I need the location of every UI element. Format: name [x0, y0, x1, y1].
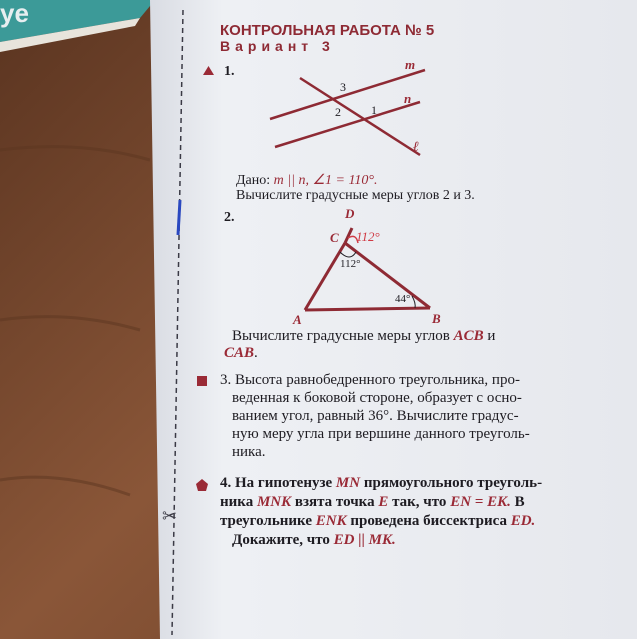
task4-l2-a: ника	[220, 494, 254, 510]
given-prefix: Дано:	[236, 173, 271, 188]
task4-line-1	[220, 475, 542, 492]
task3-line-3: ванием угол, равный 36°. Вычислите градус-	[232, 408, 519, 424]
task4-l3-c: проведена биссектриса	[350, 513, 507, 529]
scissors-icon: ✂	[162, 506, 178, 526]
angle-ACB: ACB	[453, 328, 484, 344]
task4-MNK: MNK	[256, 494, 292, 510]
angle-3-label: 3	[340, 80, 346, 94]
blue-pen-mark	[178, 200, 180, 235]
task3-marker-square	[197, 376, 207, 386]
angle-1-label: 1	[371, 103, 377, 117]
task4-MN: MN	[335, 475, 361, 491]
task3-line-2: веденная к боковой стороне, образует с осно-	[232, 390, 522, 406]
task2-number: 2.	[224, 210, 235, 225]
task3-line-1: 3. Высота равнобедренного треугольника, про-	[220, 372, 520, 388]
vertex-C-label: C	[330, 230, 339, 245]
task4-E: E	[378, 494, 389, 510]
task1-question: Вычислите градусные меры углов 2 и 3.	[236, 188, 475, 203]
task2-question-end	[224, 345, 258, 362]
task4-l2-g: В	[514, 494, 525, 510]
task4-line-3	[220, 513, 535, 530]
task1-given	[236, 172, 378, 189]
task4-l3-a: треугольнике	[220, 513, 312, 529]
angle-b-label: 44°	[395, 293, 411, 305]
task1-number: 1.	[224, 64, 235, 79]
task4-ED: ED.	[510, 513, 536, 529]
angle-CAB: CAB	[224, 345, 255, 361]
task4-l2-e: так, что	[392, 494, 447, 510]
vertex-D-label: D	[345, 206, 355, 221]
variant-label: Вариант 3	[220, 38, 335, 54]
label-n: n	[404, 91, 412, 106]
worksheet-title: КОНТРОЛЬНАЯ РАБОТА № 5	[220, 22, 435, 39]
vertex-B-label: B	[432, 311, 441, 326]
side-AB	[305, 308, 430, 310]
task2-period: .	[254, 345, 258, 361]
given-math: m || n, ∠1 = 110°.	[273, 173, 378, 188]
task4-line-2	[220, 494, 525, 511]
task3-line-5: ника.	[232, 444, 266, 460]
angle-2-label: 2	[335, 105, 341, 119]
task2-question	[232, 328, 495, 345]
task4-line-4	[232, 532, 396, 549]
task2-question-prefix: Вычислите градусные меры углов	[232, 328, 450, 344]
task4-EN-EK: EN = EK.	[450, 494, 511, 510]
handwritten-angle: 112°	[356, 229, 380, 244]
label-l: ℓ	[413, 140, 419, 155]
task4-ENK: ENK	[315, 513, 347, 529]
task4-l2-c: взята точка	[294, 494, 375, 510]
task4-l1-c: прямоугольного треуголь-	[363, 475, 543, 491]
vertex-A-label: A	[293, 312, 302, 327]
task2-and: и	[487, 328, 496, 344]
label-m: m	[405, 57, 416, 72]
angle-c-label: 112°	[340, 258, 361, 270]
task3-line-4: ную меру угла при вершине данного треуголь-	[232, 426, 530, 442]
task4-ED-parallel-MK: ED || MK.	[333, 532, 396, 548]
task4-l1-a: 4. На гипотенузе	[220, 475, 333, 491]
book-letters: ye	[0, 0, 29, 28]
task4-l4-a: Докажите, что	[232, 532, 330, 548]
